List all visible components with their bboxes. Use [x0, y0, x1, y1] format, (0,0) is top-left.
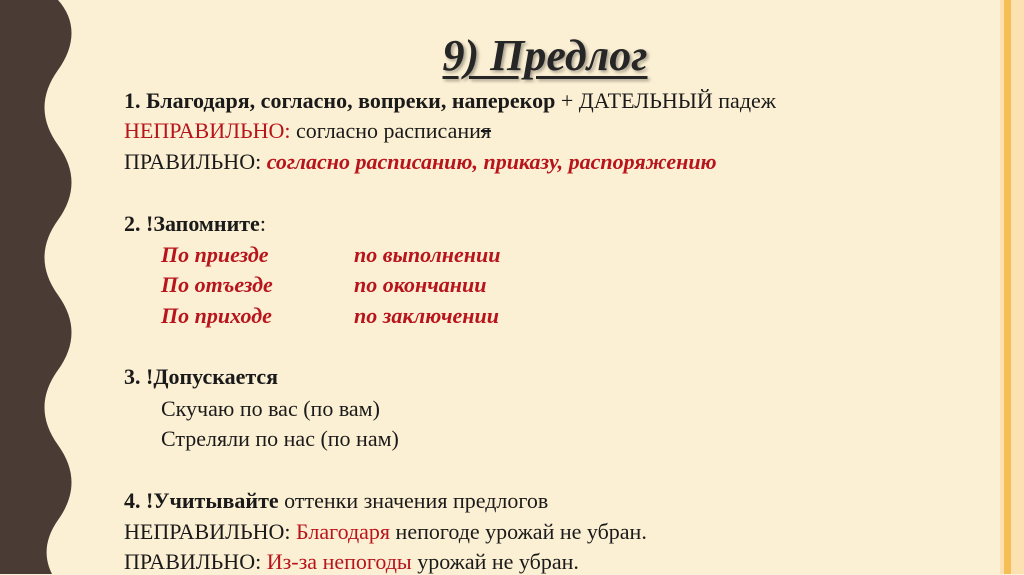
- section2-heading-line: [124, 211, 266, 237]
- section4-right-red: Из-за непогоды: [266, 549, 412, 574]
- section1-rule-line: [124, 88, 776, 114]
- slide-title: 9) Предлог: [442, 31, 648, 80]
- section4-right-label: ПРАВИЛЬНО:: [124, 549, 262, 574]
- decorative-wavy-border: [0, 0, 90, 574]
- struck-letter: я: [480, 118, 492, 143]
- pair-right-1: по выполнении: [354, 242, 501, 267]
- pair-left-3: По приходе: [161, 303, 272, 328]
- section4-wrong-rest: непогоде урожай не убран.: [390, 519, 647, 544]
- section1-case: + ДАТЕЛЬНЫЙ падеж: [555, 88, 776, 113]
- wrong-example: согласно расписани: [290, 118, 481, 143]
- pair-left-1: По приезде: [161, 242, 269, 267]
- section4-heading-line: [124, 488, 548, 514]
- section4-wrong-label: НЕПРАВИЛЬНО:: [124, 519, 291, 544]
- section3-example-1: Скучаю по вас (по вам): [161, 396, 380, 421]
- section2-colon: :: [259, 211, 266, 236]
- section4-heading: 4. !Учитывайте: [124, 488, 279, 513]
- section4-right-line: [124, 549, 579, 575]
- section4-wrong-red: Благодаря: [296, 519, 391, 544]
- section1-heading: 1. Благодаря, согласно, вопреки, наперекор: [124, 88, 556, 113]
- section1-right-line: [124, 149, 717, 175]
- section2-heading: 2. !Запомните: [124, 211, 260, 236]
- section1-wrong-line: [124, 118, 491, 144]
- right-accent-stripe: [1004, 0, 1011, 574]
- section4-heading-rest: оттенки значения предлогов: [278, 488, 549, 513]
- section3-heading: 3. !Допускается: [124, 364, 279, 389]
- pair-right-3: по заключении: [354, 303, 499, 328]
- pair-left-2: По отъезде: [161, 272, 273, 297]
- section4-right-rest: урожай не убран.: [411, 549, 579, 574]
- pair-right-2: по окончании: [354, 272, 487, 297]
- wrong-label: НЕПРАВИЛЬНО:: [124, 118, 291, 143]
- right-label: ПРАВИЛЬНО:: [124, 149, 262, 174]
- right-example: согласно расписанию, приказу, распоряжению: [261, 149, 717, 174]
- section3-example-2: Стреляли по нас (по нам): [161, 426, 399, 451]
- section4-wrong-line: [124, 519, 647, 545]
